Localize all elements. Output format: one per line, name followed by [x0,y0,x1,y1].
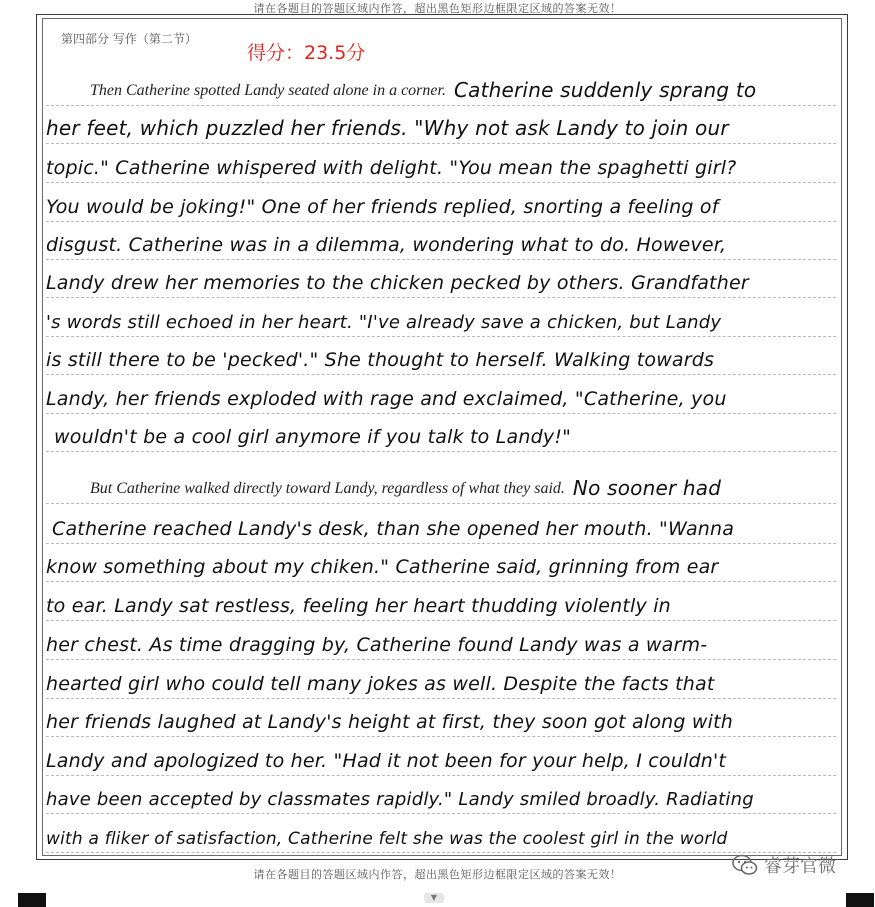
handwritten-line: her feet, which puzzled her friends. "Why not ask Landy to join our [46,116,729,140]
writing-line [46,413,836,452]
writing-line [46,543,836,582]
writing-line [46,814,836,853]
writing-line [46,775,836,814]
handwritten-line: Landy, her friends exploded with rage and exclaimed, "Catherine, you [46,388,727,410]
writing-line [46,582,836,621]
handwritten-line: No sooner had [572,476,722,500]
chevron-down-icon: ▼ [430,893,438,902]
writing-line [46,698,836,737]
handwritten-line: to ear. Landy sat restless, feeling her heart thudding violently in [46,595,671,617]
writing-line [46,505,836,544]
handwritten-line: Landy drew her memories to the chicken pecked by others. Grandfather [46,272,749,294]
handwritten-line: disgust. Catherine was in a dilemma, wondering what to do. However, [46,234,727,256]
handwritten-line: have been accepted by classmates rapidly." Landy smiled broadly. Radiating [46,789,754,810]
handwritten-line: topic." Catherine whispered with delight. "You mean the spaghetti girl? [46,157,737,179]
wechat-icon [732,854,758,876]
handwritten-line: Catherine suddenly sprang to [453,78,757,102]
handwritten-line: is still there to be 'pecked'." She thought to herself. Walking towards [46,349,715,371]
writing-line [46,621,836,660]
writing-line [46,660,836,699]
handwritten-line: her friends laughed at Landy's height at first, they soon got along with [46,711,734,733]
writing-line [46,67,836,106]
writing-line [46,105,836,144]
handwritten-line: wouldn't be a cool girl anymore if you talk to Landy!" [54,426,572,448]
handwritten-line: You would be joking!" One of her friends replied, snorting a feeling of [46,196,719,218]
handwritten-line: know something about my chiken." Catherine said, grinning from ear [46,556,719,578]
watermark-text: 睿芽官微 [764,856,836,877]
writing-line [46,144,836,183]
writing-line [46,336,836,375]
writing-line [46,298,836,337]
handwritten-line: Landy and apologized to her. "Had it not been for your help, I couldn't [46,750,727,772]
scroll-handle[interactable] [424,893,444,903]
corner-marker-left [18,893,46,907]
writing-line [46,465,836,504]
paragraph-prompt: But Catherine walked directly toward Landy, regardless of what they said. [90,480,565,497]
paragraph-prompt: Then Catherine spotted Landy seated alone in a corner. [90,82,446,99]
handwritten-line: her chest. As time dragging by, Catherine found Landy was a warm- [46,634,708,656]
writing-line [46,259,836,298]
handwritten-line: 's words still echoed in her heart. "I've already save a chicken, but Landy [46,312,722,333]
handwritten-line: Catherine reached Landy's desk, than she opened her mouth. "Wanna [52,518,735,540]
top-notice: 请在各题目的答题区域内作答，超出黑色矩形边框限定区域的答案无效！ [253,2,622,15]
handwritten-line: with a fliker of satisfaction, Catherine felt she was the coolest girl in the world [46,829,728,849]
bottom-notice: 请在各题目的答题区域内作答，超出黑色矩形边框限定区域的答案无效！ [253,868,622,881]
writing-line [46,183,836,222]
corner-marker-right [846,893,874,907]
handwritten-line: hearted girl who could tell many jokes as well. Despite the facts that [46,673,715,695]
score-mark: 得分：23.5分 [247,42,366,64]
watermark [732,852,836,878]
writing-line [46,737,836,776]
writing-line [46,221,836,260]
section-label: 第四部分 写作（第二节） [61,32,197,46]
writing-line [46,375,836,414]
